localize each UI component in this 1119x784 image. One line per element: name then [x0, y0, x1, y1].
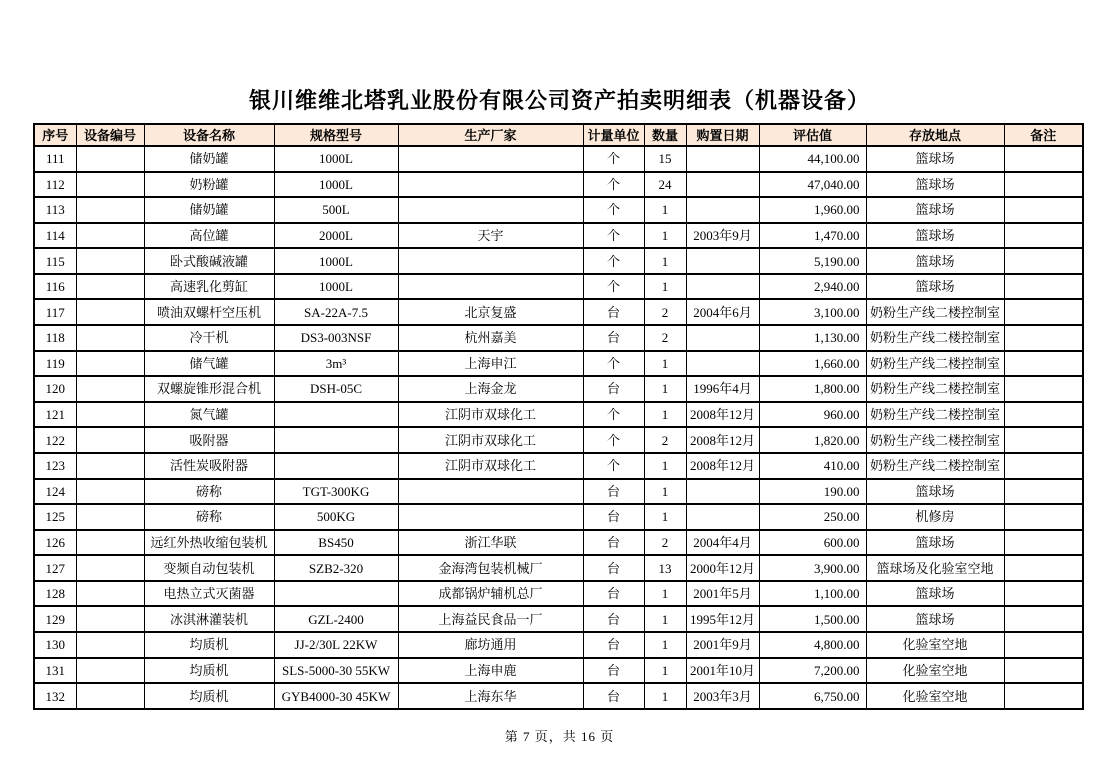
table-row	[34, 530, 1083, 556]
cell-storage-location: 奶粉生产线二楼控制室	[866, 376, 1004, 402]
cell-serial-no: 122	[34, 427, 76, 453]
cell-manufacturer: 金海湾包装机械厂	[398, 555, 583, 581]
cell-purchase-date	[686, 248, 759, 274]
cell-equipment-no	[76, 248, 144, 274]
cell-purchase-date	[686, 504, 759, 530]
cell-serial-no: 124	[34, 479, 76, 505]
table-row	[34, 504, 1083, 530]
cell-equipment-name: 冷干机	[144, 325, 274, 351]
cell-manufacturer: 上海申江	[398, 351, 583, 377]
table-row	[34, 555, 1083, 581]
cell-equipment-name: 高速乳化剪缸	[144, 274, 274, 300]
cell-equipment-name: 均质机	[144, 658, 274, 684]
header-equipment-no: 设备编号	[76, 124, 144, 146]
cell-quantity: 2	[644, 530, 686, 556]
cell-unit: 台	[583, 299, 644, 325]
cell-serial-no: 115	[34, 248, 76, 274]
cell-unit: 台	[583, 658, 644, 684]
cell-purchase-date: 2008年12月	[686, 402, 759, 428]
cell-serial-no: 118	[34, 325, 76, 351]
cell-quantity: 1	[644, 683, 686, 709]
cell-unit: 台	[583, 504, 644, 530]
cell-equipment-no	[76, 274, 144, 300]
cell-equipment-no	[76, 453, 144, 479]
cell-assessed-value: 44,100.00	[759, 146, 866, 172]
cell-assessed-value: 47,040.00	[759, 172, 866, 198]
cell-equipment-no	[76, 530, 144, 556]
asset-table	[33, 123, 1084, 710]
cell-serial-no: 130	[34, 632, 76, 658]
cell-spec-model: 2000L	[274, 223, 398, 249]
cell-unit: 个	[583, 427, 644, 453]
table-row	[34, 376, 1083, 402]
cell-unit: 台	[583, 530, 644, 556]
cell-assessed-value: 3,100.00	[759, 299, 866, 325]
cell-storage-location: 篮球场	[866, 530, 1004, 556]
cell-unit: 个	[583, 402, 644, 428]
cell-storage-location: 机修房	[866, 504, 1004, 530]
cell-purchase-date: 1996年4月	[686, 376, 759, 402]
cell-assessed-value: 190.00	[759, 479, 866, 505]
cell-quantity: 2	[644, 427, 686, 453]
cell-serial-no: 119	[34, 351, 76, 377]
table-row	[34, 658, 1083, 684]
cell-equipment-name: 氮气罐	[144, 402, 274, 428]
cell-remarks	[1004, 274, 1083, 300]
table-row	[34, 274, 1083, 300]
cell-remarks	[1004, 146, 1083, 172]
cell-quantity: 1	[644, 479, 686, 505]
cell-unit: 台	[583, 632, 644, 658]
cell-serial-no: 111	[34, 146, 76, 172]
cell-unit: 台	[583, 606, 644, 632]
cell-storage-location: 奶粉生产线二楼控制室	[866, 402, 1004, 428]
cell-storage-location: 奶粉生产线二楼控制室	[866, 299, 1004, 325]
cell-assessed-value: 1,130.00	[759, 325, 866, 351]
cell-remarks	[1004, 504, 1083, 530]
cell-assessed-value: 3,900.00	[759, 555, 866, 581]
cell-quantity: 15	[644, 146, 686, 172]
cell-assessed-value: 7,200.00	[759, 658, 866, 684]
cell-equipment-no	[76, 683, 144, 709]
cell-storage-location: 篮球场	[866, 146, 1004, 172]
cell-serial-no: 126	[34, 530, 76, 556]
cell-storage-location: 化验室空地	[866, 658, 1004, 684]
table-row	[34, 427, 1083, 453]
cell-unit: 个	[583, 351, 644, 377]
table-header-row	[34, 124, 1083, 146]
cell-equipment-name: 吸附器	[144, 427, 274, 453]
table-row	[34, 453, 1083, 479]
cell-purchase-date: 2001年10月	[686, 658, 759, 684]
cell-purchase-date	[686, 479, 759, 505]
cell-unit: 台	[583, 581, 644, 607]
cell-quantity: 1	[644, 453, 686, 479]
cell-assessed-value: 1,960.00	[759, 197, 866, 223]
cell-quantity: 1	[644, 581, 686, 607]
cell-equipment-name: 磅称	[144, 479, 274, 505]
cell-quantity: 24	[644, 172, 686, 198]
cell-remarks	[1004, 351, 1083, 377]
header-serial-no: 序号	[34, 124, 76, 146]
cell-equipment-no	[76, 146, 144, 172]
cell-remarks	[1004, 555, 1083, 581]
cell-remarks	[1004, 632, 1083, 658]
cell-manufacturer	[398, 479, 583, 505]
cell-equipment-no	[76, 555, 144, 581]
table-body	[34, 146, 1083, 709]
cell-manufacturer	[398, 172, 583, 198]
cell-purchase-date: 2004年4月	[686, 530, 759, 556]
cell-equipment-name: 均质机	[144, 632, 274, 658]
cell-equipment-name: 储气罐	[144, 351, 274, 377]
cell-remarks	[1004, 402, 1083, 428]
cell-spec-model: BS450	[274, 530, 398, 556]
cell-spec-model: TGT-300KG	[274, 479, 398, 505]
cell-remarks	[1004, 172, 1083, 198]
cell-assessed-value: 1,660.00	[759, 351, 866, 377]
cell-equipment-no	[76, 299, 144, 325]
cell-unit: 个	[583, 274, 644, 300]
cell-spec-model: 3m³	[274, 351, 398, 377]
cell-remarks	[1004, 248, 1083, 274]
cell-equipment-name: 高位罐	[144, 223, 274, 249]
cell-equipment-name: 活性炭吸附器	[144, 453, 274, 479]
cell-unit: 个	[583, 197, 644, 223]
cell-unit: 个	[583, 223, 644, 249]
cell-spec-model: SA-22A-7.5	[274, 299, 398, 325]
cell-assessed-value: 1,800.00	[759, 376, 866, 402]
cell-manufacturer	[398, 504, 583, 530]
cell-equipment-no	[76, 376, 144, 402]
cell-spec-model: 1000L	[274, 248, 398, 274]
header-assessed-value: 评估值	[759, 124, 866, 146]
cell-purchase-date	[686, 325, 759, 351]
table-row	[34, 581, 1083, 607]
cell-spec-model	[274, 427, 398, 453]
cell-serial-no: 121	[34, 402, 76, 428]
cell-remarks	[1004, 479, 1083, 505]
cell-assessed-value: 1,100.00	[759, 581, 866, 607]
cell-equipment-name: 储奶罐	[144, 197, 274, 223]
cell-spec-model: GZL-2400	[274, 606, 398, 632]
cell-purchase-date: 1995年12月	[686, 606, 759, 632]
cell-storage-location: 奶粉生产线二楼控制室	[866, 427, 1004, 453]
cell-quantity: 1	[644, 351, 686, 377]
cell-equipment-no	[76, 197, 144, 223]
cell-purchase-date: 2003年9月	[686, 223, 759, 249]
cell-equipment-no	[76, 402, 144, 428]
cell-purchase-date: 2008年12月	[686, 453, 759, 479]
cell-spec-model: 500KG	[274, 504, 398, 530]
cell-quantity: 1	[644, 376, 686, 402]
cell-storage-location: 篮球场	[866, 606, 1004, 632]
cell-serial-no: 129	[34, 606, 76, 632]
cell-assessed-value: 4,800.00	[759, 632, 866, 658]
cell-assessed-value: 1,500.00	[759, 606, 866, 632]
cell-equipment-name: 奶粉罐	[144, 172, 274, 198]
table-row	[34, 146, 1083, 172]
cell-assessed-value: 410.00	[759, 453, 866, 479]
cell-remarks	[1004, 658, 1083, 684]
cell-purchase-date	[686, 351, 759, 377]
cell-equipment-name: 变频自动包装机	[144, 555, 274, 581]
cell-remarks	[1004, 197, 1083, 223]
cell-serial-no: 113	[34, 197, 76, 223]
table-row	[34, 299, 1083, 325]
cell-serial-no: 114	[34, 223, 76, 249]
header-storage-location: 存放地点	[866, 124, 1004, 146]
table-row	[34, 197, 1083, 223]
cell-equipment-no	[76, 351, 144, 377]
cell-serial-no: 125	[34, 504, 76, 530]
cell-manufacturer: 天宇	[398, 223, 583, 249]
cell-spec-model: DSH-05C	[274, 376, 398, 402]
cell-storage-location: 化验室空地	[866, 632, 1004, 658]
cell-purchase-date: 2000年12月	[686, 555, 759, 581]
cell-storage-location: 篮球场	[866, 248, 1004, 274]
header-purchase-date: 购置日期	[686, 124, 759, 146]
cell-remarks	[1004, 325, 1083, 351]
cell-quantity: 2	[644, 299, 686, 325]
cell-manufacturer: 成都锅炉辅机总厂	[398, 581, 583, 607]
cell-equipment-no	[76, 504, 144, 530]
header-remarks: 备注	[1004, 124, 1083, 146]
cell-equipment-no	[76, 479, 144, 505]
cell-serial-no: 117	[34, 299, 76, 325]
cell-manufacturer: 上海东华	[398, 683, 583, 709]
cell-purchase-date	[686, 146, 759, 172]
cell-equipment-no	[76, 172, 144, 198]
cell-remarks	[1004, 453, 1083, 479]
cell-equipment-no	[76, 658, 144, 684]
table-row	[34, 683, 1083, 709]
cell-remarks	[1004, 427, 1083, 453]
cell-spec-model	[274, 453, 398, 479]
cell-purchase-date	[686, 197, 759, 223]
cell-remarks	[1004, 606, 1083, 632]
cell-manufacturer: 上海金龙	[398, 376, 583, 402]
cell-serial-no: 116	[34, 274, 76, 300]
cell-equipment-name: 磅称	[144, 504, 274, 530]
cell-storage-location: 奶粉生产线二楼控制室	[866, 453, 1004, 479]
cell-equipment-no	[76, 325, 144, 351]
cell-manufacturer: 浙江华联	[398, 530, 583, 556]
cell-storage-location: 篮球场	[866, 172, 1004, 198]
cell-assessed-value: 250.00	[759, 504, 866, 530]
cell-quantity: 1	[644, 504, 686, 530]
cell-storage-location: 篮球场	[866, 274, 1004, 300]
cell-remarks	[1004, 376, 1083, 402]
cell-storage-location: 篮球场	[866, 223, 1004, 249]
cell-quantity: 1	[644, 606, 686, 632]
cell-unit: 个	[583, 172, 644, 198]
cell-spec-model	[274, 402, 398, 428]
cell-spec-model: 500L	[274, 197, 398, 223]
cell-purchase-date: 2003年3月	[686, 683, 759, 709]
cell-purchase-date: 2008年12月	[686, 427, 759, 453]
cell-spec-model: JJ-2/30L 22KW	[274, 632, 398, 658]
cell-quantity: 1	[644, 402, 686, 428]
cell-assessed-value: 960.00	[759, 402, 866, 428]
page-footer: 第 7 页，共 16 页	[504, 729, 615, 744]
cell-manufacturer: 江阴市双球化工	[398, 453, 583, 479]
cell-manufacturer	[398, 146, 583, 172]
cell-equipment-name: 远红外热收缩包装机	[144, 530, 274, 556]
cell-equipment-name: 电热立式灭菌器	[144, 581, 274, 607]
page-title: 银川维维北塔乳业股份有限公司资产拍卖明细表（机器设备）	[248, 88, 870, 113]
cell-assessed-value: 2,940.00	[759, 274, 866, 300]
header-spec-model: 规格型号	[274, 124, 398, 146]
cell-manufacturer: 上海申鹿	[398, 658, 583, 684]
table-row	[34, 325, 1083, 351]
cell-manufacturer: 杭州嘉美	[398, 325, 583, 351]
cell-equipment-name: 储奶罐	[144, 146, 274, 172]
cell-quantity: 2	[644, 325, 686, 351]
cell-spec-model: 1000L	[274, 146, 398, 172]
header-manufacturer: 生产厂家	[398, 124, 583, 146]
header-unit: 计量单位	[583, 124, 644, 146]
cell-manufacturer: 北京复盛	[398, 299, 583, 325]
cell-assessed-value: 1,470.00	[759, 223, 866, 249]
header-quantity: 数量	[644, 124, 686, 146]
cell-quantity: 1	[644, 197, 686, 223]
table-row	[34, 172, 1083, 198]
cell-equipment-no	[76, 581, 144, 607]
cell-remarks	[1004, 299, 1083, 325]
header-equipment-name: 设备名称	[144, 124, 274, 146]
cell-purchase-date	[686, 274, 759, 300]
cell-spec-model: 1000L	[274, 274, 398, 300]
cell-remarks	[1004, 581, 1083, 607]
cell-remarks	[1004, 223, 1083, 249]
cell-purchase-date	[686, 172, 759, 198]
cell-assessed-value: 5,190.00	[759, 248, 866, 274]
cell-purchase-date: 2004年6月	[686, 299, 759, 325]
cell-spec-model: SLS-5000-30 55KW	[274, 658, 398, 684]
cell-unit: 个	[583, 453, 644, 479]
cell-serial-no: 127	[34, 555, 76, 581]
cell-serial-no: 132	[34, 683, 76, 709]
cell-manufacturer	[398, 274, 583, 300]
cell-remarks	[1004, 530, 1083, 556]
cell-unit: 个	[583, 248, 644, 274]
table-row	[34, 223, 1083, 249]
cell-equipment-no	[76, 632, 144, 658]
cell-storage-location: 篮球场	[866, 479, 1004, 505]
cell-unit: 台	[583, 376, 644, 402]
cell-purchase-date: 2001年5月	[686, 581, 759, 607]
cell-quantity: 1	[644, 248, 686, 274]
cell-quantity: 1	[644, 658, 686, 684]
cell-manufacturer: 廊坊通用	[398, 632, 583, 658]
cell-serial-no: 120	[34, 376, 76, 402]
cell-quantity: 1	[644, 223, 686, 249]
cell-serial-no: 131	[34, 658, 76, 684]
cell-equipment-no	[76, 223, 144, 249]
table-row	[34, 248, 1083, 274]
cell-unit: 台	[583, 325, 644, 351]
cell-spec-model: GYB4000-30 45KW	[274, 683, 398, 709]
cell-serial-no: 123	[34, 453, 76, 479]
cell-quantity: 13	[644, 555, 686, 581]
cell-manufacturer: 江阴市双球化工	[398, 427, 583, 453]
cell-unit: 台	[583, 555, 644, 581]
cell-assessed-value: 600.00	[759, 530, 866, 556]
cell-unit: 个	[583, 146, 644, 172]
cell-equipment-name: 卧式酸碱液罐	[144, 248, 274, 274]
cell-unit: 台	[583, 683, 644, 709]
table-row	[34, 632, 1083, 658]
cell-equipment-name: 均质机	[144, 683, 274, 709]
table-row	[34, 479, 1083, 505]
cell-quantity: 1	[644, 632, 686, 658]
cell-storage-location: 篮球场	[866, 581, 1004, 607]
cell-remarks	[1004, 683, 1083, 709]
cell-quantity: 1	[644, 274, 686, 300]
cell-storage-location: 奶粉生产线二楼控制室	[866, 325, 1004, 351]
cell-manufacturer: 上海益民食品一厂	[398, 606, 583, 632]
cell-storage-location: 奶粉生产线二楼控制室	[866, 351, 1004, 377]
cell-manufacturer	[398, 248, 583, 274]
table-row	[34, 402, 1083, 428]
cell-unit: 台	[583, 479, 644, 505]
cell-storage-location: 化验室空地	[866, 683, 1004, 709]
cell-storage-location: 篮球场	[866, 197, 1004, 223]
cell-manufacturer: 江阴市双球化工	[398, 402, 583, 428]
cell-equipment-name: 双螺旋锥形混合机	[144, 376, 274, 402]
table-row	[34, 351, 1083, 377]
cell-equipment-no	[76, 606, 144, 632]
cell-spec-model: DS3-003NSF	[274, 325, 398, 351]
table-row	[34, 606, 1083, 632]
cell-assessed-value: 6,750.00	[759, 683, 866, 709]
cell-equipment-name: 冰淇淋灌装机	[144, 606, 274, 632]
cell-storage-location: 篮球场及化验室空地	[866, 555, 1004, 581]
cell-spec-model: 1000L	[274, 172, 398, 198]
cell-spec-model: SZB2-320	[274, 555, 398, 581]
cell-serial-no: 112	[34, 172, 76, 198]
cell-assessed-value: 1,820.00	[759, 427, 866, 453]
cell-purchase-date: 2001年9月	[686, 632, 759, 658]
cell-equipment-name: 喷油双螺杆空压机	[144, 299, 274, 325]
cell-spec-model	[274, 581, 398, 607]
cell-equipment-no	[76, 427, 144, 453]
cell-manufacturer	[398, 197, 583, 223]
cell-serial-no: 128	[34, 581, 76, 607]
